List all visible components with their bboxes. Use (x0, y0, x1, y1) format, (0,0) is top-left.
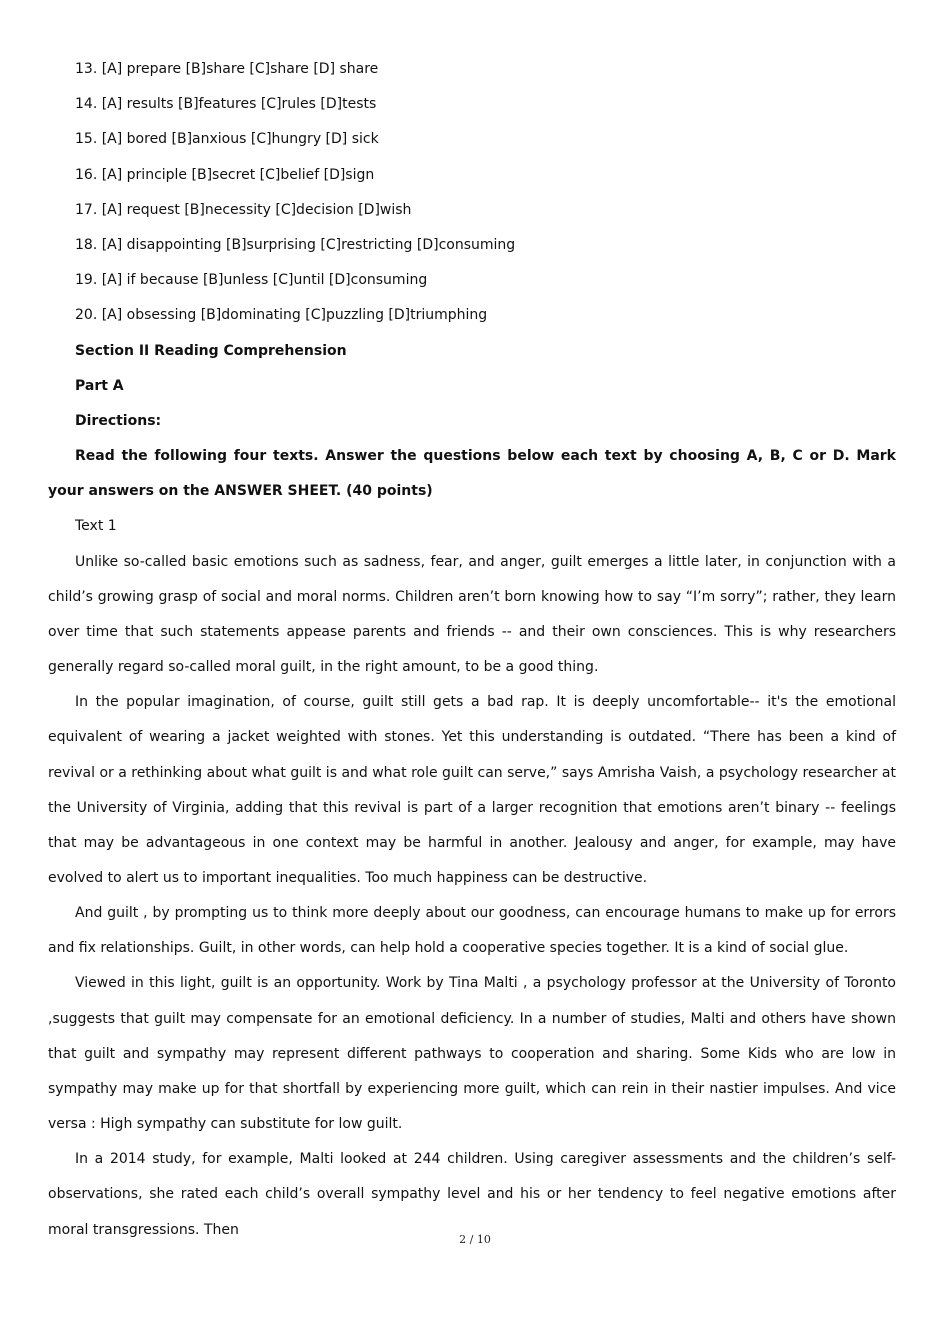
paragraph-3: And guilt , by prompting us to think more deeply about our goodness, can encourage humans to make up for errors and fix relationships. Guilt, in other words, can help hold a cooperative species together. It is a kind of social glue. (48, 905, 896, 957)
option-item-19: 19. [A] if because [B]unless [C]until [D]consuming (75, 272, 428, 289)
option-item-20: 20. [A] obsessing [B]dominating [C]puzzling [D]triumphing (75, 307, 488, 324)
part-title: Part A (75, 377, 124, 394)
options-list (48, 52, 896, 334)
option-item-13: 13. [A] prepare [B]share [C]share [D] share (75, 61, 379, 77)
option-item-16: 16. [A] principle [B]secret [C]belief [D]sign (75, 166, 375, 183)
directions-label: Directions: (75, 412, 162, 429)
option-item-18: 18. [A] disappointing [B]surprising [C]restricting [D]consuming (75, 236, 516, 253)
paragraph-4: Viewed in this light, guilt is an opportunity. Work by Tina Malti , a psychology professor at the University of Toronto ,suggests that guilt may compensate for an emotional deficiency. In a number of studies, Malti and others have shown that guilt and sympathy may represent different pathways to cooperation and sharing. Some Kids who are low in sympathy may make up for that shortfall by experiencing more guilt, which can rein in their nastier impulses. And vice versa : High sympathy can substitute for low guilt. (48, 975, 896, 1133)
text-label: Text 1 (75, 518, 117, 535)
paragraph-5: In a 2014 study, for example, Malti looked at 244 children. Using caregiver assessments and the children’s self-observations, she rated each child’s overall sympathy level and his or her tendency to feel negative emotions after moral transgressions. Then (48, 1151, 896, 1238)
option-item-15: 15. [A] bored [B]anxious [C]hungry [D] sick (75, 131, 379, 148)
page-number: 2 / 10 (459, 1233, 491, 1246)
section-title: Section II Reading Comprehension (75, 342, 347, 359)
directions-text: Read the following four texts. Answer the questions below each text by choosing A, B, C or D. Mark your answers on the ANSWER SHEET. (40 points) (48, 448, 896, 500)
option-item-17: 17. [A] request [B]necessity [C]decision [D]wish (75, 201, 412, 218)
paragraph-1: Unlike so-called basic emotions such as sadness, fear, and anger, guilt emerges a little later, in conjunction with a child’s growing grasp of social and moral norms. Children aren’t born knowing how to say “I’m sorry”; rather, they learn over time that such statements appease parents and friends -- and their own consciences. This is why researchers generally regard so-called moral guilt, in the right amount, to be a good thing. (48, 553, 896, 676)
document-page (48, 52, 896, 1248)
option-item-14: 14. [A] results [B]features [C]rules [D]tests (75, 96, 377, 113)
paragraph-2: In the popular imagination, of course, guilt still gets a bad rap. It is deeply uncomfortable-- it's the emotional equivalent of wearing a jacket weighted with stones. Yet this understanding is outdated. “There has been a kind of revival or a rethinking about what guilt is and what role guilt can serve,” says Amrisha Vaish, a psychology researcher at the University of Virginia, adding that this revival is part of a larger recognition that emotions aren’t binary -- feelings that may be advantageous in one context may be harmful in another. Jealousy and anger, for example, may have evolved to alert us to important inequalities. Too much happiness can be destructive. (48, 694, 896, 886)
